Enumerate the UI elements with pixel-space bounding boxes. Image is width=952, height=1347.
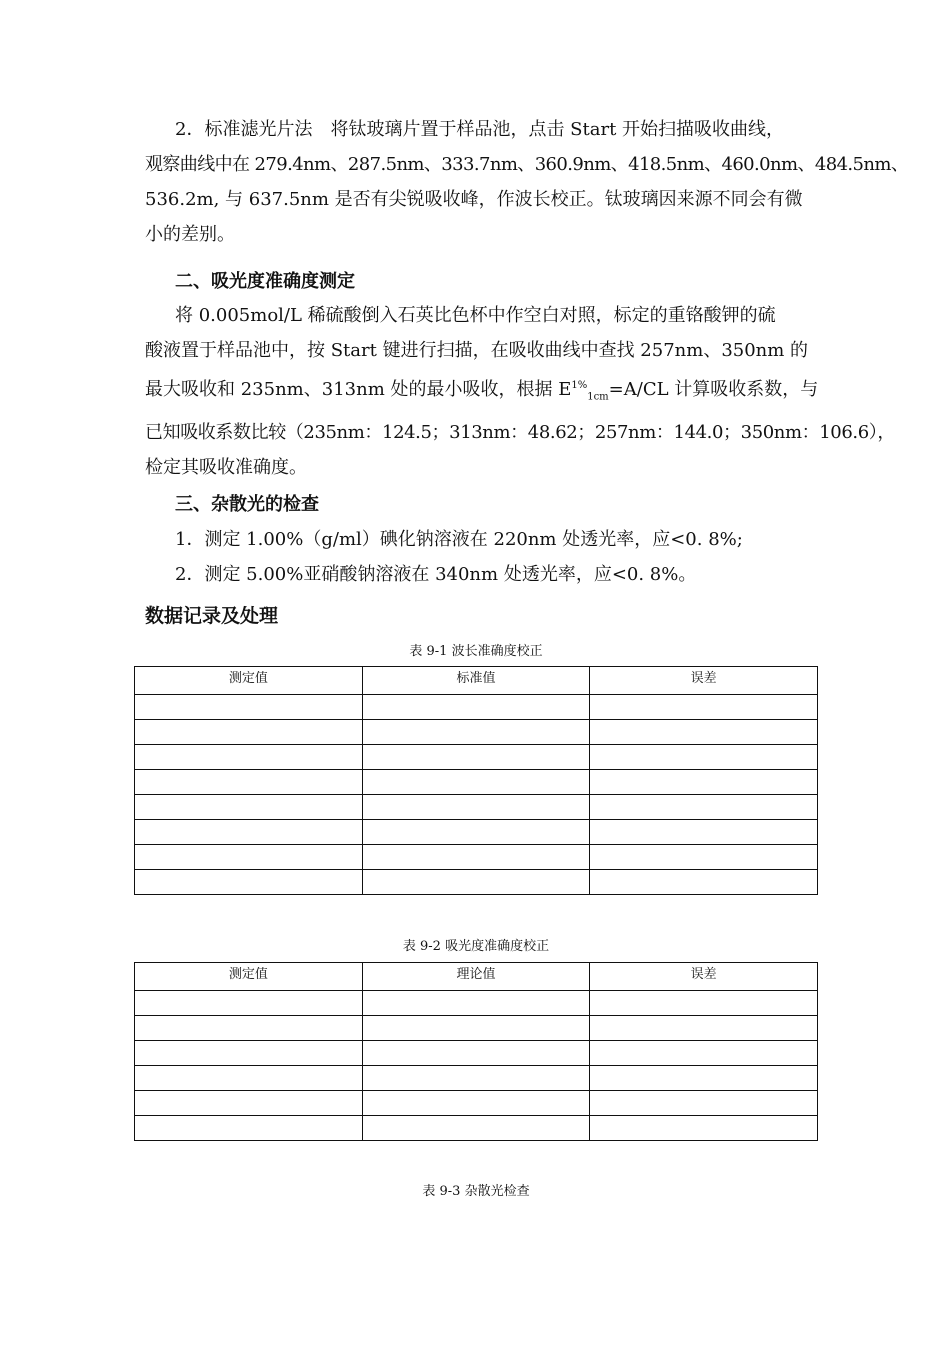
table-row [135, 991, 818, 1016]
table-cell[interactable] [135, 795, 363, 820]
table-cell[interactable] [135, 720, 363, 745]
table-cell[interactable] [362, 695, 590, 720]
table-cell[interactable] [135, 1116, 363, 1141]
table-cell[interactable] [590, 991, 818, 1016]
table-wavelength-calibration [134, 666, 818, 895]
paragraph-wavelength-method [145, 112, 909, 252]
table-cell[interactable] [590, 1066, 818, 1091]
table-row [135, 1041, 818, 1066]
table-row [135, 1116, 818, 1141]
column-header: 测定值 [135, 963, 363, 991]
table-cell[interactable] [362, 770, 590, 795]
table-cell[interactable] [362, 1091, 590, 1116]
table-cell[interactable] [362, 845, 590, 870]
table-cell[interactable] [362, 1016, 590, 1041]
section-title-data-records: 数据记录及处理 [145, 605, 279, 627]
table-2-caption: 表 9-2 吸光度准确度校正 [402, 939, 550, 954]
text-line: 将 0.005mol/L 稀硫酸倒入石英比色杯中作空白对照，标定的重铬酸钾的硫 [175, 305, 776, 326]
text-line: 酸液置于样品池中，按 Start 键进行扫描，在吸收曲线中查找 257nm、350nm 的 [145, 340, 809, 361]
table-row [135, 820, 818, 845]
table-row [135, 720, 818, 745]
table-row [135, 795, 818, 820]
table-cell[interactable] [362, 1066, 590, 1091]
text-line: 小的差别。 [145, 224, 235, 245]
table-cell[interactable] [135, 845, 363, 870]
table-cell[interactable] [590, 720, 818, 745]
table-absorbance-calibration [134, 962, 818, 1141]
table-cell[interactable] [590, 1016, 818, 1041]
column-header: 误差 [590, 963, 818, 991]
table-cell[interactable] [135, 820, 363, 845]
table-1-caption: 表 9-1 波长准确度校正 [409, 644, 543, 659]
text-line: 检定其吸收准确度。 [145, 456, 307, 478]
text-line: 观察曲线中在 279.4nm、287.5nm、333.7nm、360.9nm、418.5nm、460.0nm、484.5nm、 [145, 154, 909, 175]
text-line: 2．标准滤光片法 将钛玻璃片置于样品池，点击 Start 开始扫描吸收曲线， [175, 119, 785, 140]
table-cell[interactable] [590, 820, 818, 845]
table-row [135, 745, 818, 770]
stray-light-items [145, 522, 813, 592]
column-header: 理论值 [362, 963, 590, 991]
table-cell[interactable] [590, 745, 818, 770]
table-cell[interactable] [590, 695, 818, 720]
table-cell[interactable] [135, 1016, 363, 1041]
table-cell[interactable] [590, 1116, 818, 1141]
table-cell[interactable] [590, 1041, 818, 1066]
column-header: 误差 [590, 667, 818, 695]
table-cell[interactable] [135, 695, 363, 720]
table-cell[interactable] [362, 870, 590, 895]
table-cell[interactable] [362, 991, 590, 1016]
table-row [135, 1066, 818, 1091]
list-item: 1．测定 1.00%（g/ml）碘化钠溶液在 220nm 处透光率，应<0. 8%; [175, 529, 743, 550]
table-cell[interactable] [590, 870, 818, 895]
column-header: 测定值 [135, 667, 363, 695]
table-row [135, 770, 818, 795]
table-cell[interactable] [135, 1091, 363, 1116]
table-cell[interactable] [135, 991, 363, 1016]
table-cell[interactable] [362, 720, 590, 745]
heading-stray-light: 三、杂散光的检查 [175, 494, 319, 515]
text-line-formula [145, 368, 819, 415]
table-cell[interactable] [135, 770, 363, 795]
table-cell[interactable] [362, 745, 590, 770]
column-header: 标准值 [362, 667, 590, 695]
text-line: 536.2m, 与 637.5nm 是否有尖锐吸收峰，作波长校正。钛玻璃因来源不同会有微 [145, 189, 803, 210]
table-3-caption: 表 9-3 杂散光检查 [422, 1184, 530, 1199]
table-cell[interactable] [135, 870, 363, 895]
table-header-row [135, 667, 818, 695]
heading-absorbance-accuracy: 二、吸光度准确度测定 [175, 271, 355, 292]
table-cell[interactable] [590, 770, 818, 795]
table-row [135, 695, 818, 720]
table-cell[interactable] [135, 1041, 363, 1066]
table-header-row [135, 963, 818, 991]
table-cell[interactable] [362, 1116, 590, 1141]
formula-superscript: 1% [571, 380, 588, 391]
table-cell[interactable] [362, 795, 590, 820]
table-row [135, 1091, 818, 1116]
table-cell[interactable] [590, 1091, 818, 1116]
list-item: 2．测定 5.00%亚硝酸钠溶液在 340nm 处透光率，应<0. 8%。 [175, 564, 697, 585]
paragraph-absorbance-method [145, 298, 895, 485]
formula-text-after: =A/CL 计算吸收系数，与 [608, 379, 819, 400]
table-row [135, 1016, 818, 1041]
table-row [135, 870, 818, 895]
table-row [135, 845, 818, 870]
table-cell[interactable] [590, 845, 818, 870]
table-cell[interactable] [135, 1066, 363, 1091]
text-line: 已知吸收系数比较（235nm：124.5；313nm：48.62；257nm：144.0；350nm：106.6）， [145, 421, 895, 443]
formula-subscript: 1cm [587, 391, 609, 403]
table-cell[interactable] [362, 1041, 590, 1066]
table-cell[interactable] [135, 745, 363, 770]
table-cell[interactable] [362, 820, 590, 845]
formula-text-before: 最大吸收和 235nm、313nm 处的最小吸收，根据 E [145, 379, 572, 400]
table-cell[interactable] [590, 795, 818, 820]
